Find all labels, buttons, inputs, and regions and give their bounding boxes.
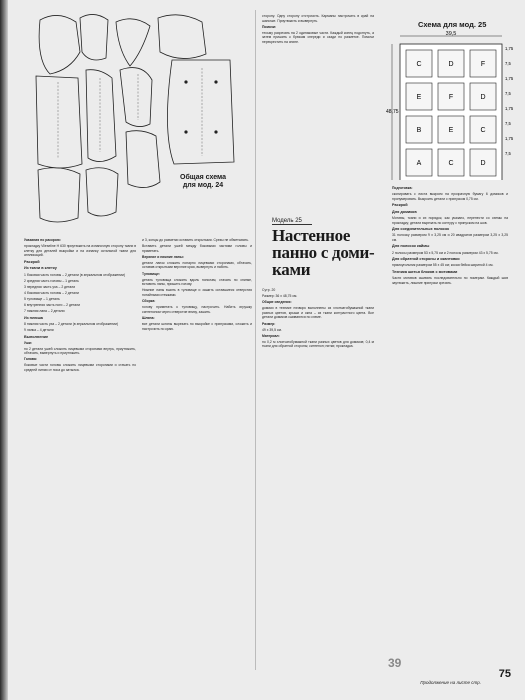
magazine-sidebar-number: 39 — [388, 656, 402, 670]
paragraph: боковые части головы сложить лицевыми сторонами и стачать по средней линии от носа до затылка. — [24, 363, 136, 373]
paragraph: Нижние лапы вшить в туловище и зашить оставшиеся отверстия потайными стежками. — [142, 288, 252, 297]
grid-cell-label: F — [448, 94, 454, 101]
bold-lead: Материал: — [262, 333, 280, 338]
side-dim-label: 1,75 — [505, 76, 514, 81]
section-heading: Для полосок каймы — [392, 244, 430, 249]
page-binding-shadow — [0, 0, 8, 700]
pattern-pieces-svg — [30, 12, 240, 234]
text-column-3-bottom — [262, 288, 374, 351]
paragraph: 8 нижняя часть уха – 2 детали (в зеркальном отображении) — [24, 321, 119, 326]
paragraph: 49 х 39,5 см. — [262, 327, 282, 332]
bold-lead: Шляпа: — [142, 315, 155, 320]
pattern-diagram-model-24 — [30, 12, 240, 234]
grid-cell-label: C — [416, 61, 422, 68]
pattern-piece-lower — [120, 68, 152, 127]
paragraph: скопировать с листа выкроек на прозрачную бумагу 6 домиков и пронумеровать. Выкроить детали с припуском 0,75 см. — [392, 192, 508, 201]
pattern-piece-arm — [38, 168, 80, 222]
schema-caption: Общая схема для мод. 24 — [180, 174, 226, 189]
pattern-piece-head — [158, 15, 206, 59]
model-tag: Модель 25 — [272, 218, 312, 225]
side-dim-label: 7,5 — [505, 91, 511, 96]
paragraph: Мотивы, ткани и их порядок, как указано, перенести со схемы на прокладку; детали вырезать по контуру с припуском на шов. — [392, 215, 508, 225]
text-column-2 — [142, 238, 252, 333]
section-heading: Из ткани в клетку — [24, 266, 57, 271]
bold-lead: Сборка: — [142, 299, 156, 304]
top-dim-label: 39,5 — [445, 31, 457, 37]
model-25-title-block — [272, 218, 392, 278]
paragraph: все детали шляпы вырезать по выкройке с припусками, сложить и настрочить по краю. — [142, 321, 252, 331]
paragraph: Вставить детали ушей между боковыми частями головы и приметать. — [142, 244, 252, 253]
section-heading: Техника шитья блоков с мотивами — [392, 269, 458, 274]
paragraph: прямоугольник размером 55 х 45 см; косая бейка шириной 4 см. — [392, 263, 494, 268]
bold-lead: Помочи: — [262, 24, 277, 29]
text-column-1 — [24, 238, 136, 374]
page-number: 75 — [498, 668, 511, 680]
bold-lead: Уши: — [24, 340, 33, 345]
column-divider — [255, 10, 256, 670]
pattern-piece-ear — [116, 19, 150, 66]
section-heading: Для обратной стороны и окантовки — [392, 257, 460, 262]
grid-cell-label: C — [480, 127, 486, 134]
bold-lead: Верхние и нижние лапы: — [142, 254, 184, 259]
section-heading: Выполнение — [24, 334, 49, 339]
section-heading: Для соединительных полосок — [392, 227, 450, 232]
paragraph: тесьму разрезать на 2 одинаковые части. Каждый конец подогнуть, а затем пришить к брюкам спереди и сзади по разметке. Помочи перекрестить на спине. — [262, 30, 374, 44]
paragraph: 2 полосы размером 53 х 5,75 см и 2 полосы размером 43 х 5,75 см. — [392, 250, 499, 255]
paragraph: деталь туловища сложить вдоль пополам, стачать по спинке, вставить лапы, пришить голову. — [142, 277, 252, 287]
paragraph: по 2 детали ушей сложить лицевыми сторонами внутрь, приутюжить, обтачать, вывернуть и приутюжить. — [24, 346, 136, 356]
paragraph: 7 нижняя лапа – 2 детали — [24, 309, 65, 314]
grid-schema-model-25 — [386, 30, 518, 180]
paragraph: 2 средняя часть головы – 1 деталь — [24, 278, 79, 283]
continuation-footer: Продолжение на листе стр. — [420, 680, 481, 685]
paragraph: 5 туловище – 1 деталь — [24, 296, 60, 301]
paragraph: детали лапок сложить попарно лицевыми сторонами, обтачать, оставив открытыми верхние края, вывернуть и набить. — [142, 260, 252, 270]
bold-lead: Голова: — [24, 357, 37, 362]
article-title: Настенное панно с доми-ками — [272, 226, 375, 279]
side-dim-label: 7,5 — [505, 61, 511, 66]
paragraph: Сутр. 20 — [262, 288, 276, 292]
pattern-piece-boot — [126, 131, 160, 188]
grid-cell-label: B — [416, 127, 422, 134]
bold-lead: Подготовка: — [392, 186, 413, 190]
bold-lead: Общие сведения: — [262, 300, 292, 305]
paragraph: домики в технике пэчворк выполнены из хлопчатобумажной ткани разных цветов, крыши и окна – из ткани контрастного цвета. Все детали домиков сшиваются по схеме. — [262, 306, 374, 320]
paragraph: 6 внутренняя часть ноги – 2 детали — [24, 303, 80, 308]
pattern-piece-leg — [86, 70, 116, 162]
paragraph: голову приметать к туловищу, настрочить. Набить игрушку синтепоном через отверстие внизу, зашить. — [142, 305, 252, 314]
side-dim-label: 1,75 — [505, 106, 514, 111]
side-dim-label: 7,5 — [505, 121, 511, 126]
grid-cell-label: D — [480, 94, 486, 101]
side-dim-label: 1,75 — [505, 136, 514, 141]
paragraph: 3 передняя часть уха – 2 детали — [24, 284, 76, 289]
paragraph: сторону. Одну сторону отстрочить. Карманы настрочить в край на шапочке. Приутюжить и вывернуть. — [262, 14, 374, 23]
paragraph: и 3, концы до разметки оставить открытыми. Срезы не обметывать. — [142, 238, 249, 242]
paragraph: 4 боковая часть головы – 2 детали — [24, 290, 79, 295]
paragraph: Части мотивов сшивать последовательно по номерам. Каждый шов заутюжить, лишние припуски срезать. — [392, 275, 508, 285]
bold-lead: Туловище: — [142, 271, 161, 276]
pattern-piece-body-left — [36, 76, 82, 168]
text-column-4 — [392, 186, 508, 287]
side-dim-label: 1,75 — [505, 46, 514, 51]
bold-lead: Размер: — [262, 321, 276, 326]
grid-cell-label: C — [448, 160, 454, 167]
section-heading: Раскрой — [24, 259, 40, 264]
paragraph: 31 полоску размером 9 х 3,25 см и 20 квадратов размером 3,25 х 3,25 см. — [392, 233, 508, 242]
section-heading: Для домиков — [392, 209, 417, 214]
grid-schema-title: Схема для мод. 25 — [418, 20, 487, 29]
grid-cell-label: E — [416, 94, 422, 101]
paragraph: Размер: 36 х 48,75 см. — [262, 294, 298, 299]
paragraph: прокладку Vlieseline H 630 приутюжить на изнаночную сторону ткани в клетку для деталей выкройки и на изнанку остальной ткани для аппликаций. — [24, 244, 136, 258]
pattern-piece-torso — [167, 60, 234, 164]
grid-cell-label: F — [480, 61, 486, 68]
grid-cell-label: D — [448, 61, 454, 68]
pattern-piece-2 — [80, 14, 108, 60]
grid-cell-label: E — [448, 127, 454, 134]
pattern-piece-paw — [86, 168, 118, 216]
side-dim-label: 7,5 — [505, 151, 511, 156]
text-column-3-top — [262, 14, 374, 46]
grid-cell-label: A — [416, 160, 422, 167]
section-heading: Раскрой — [392, 203, 408, 208]
left-dim-label: 48,75 — [386, 109, 399, 115]
bold-lead: Указания по раскрою: — [24, 238, 61, 242]
pattern-piece-1 — [39, 15, 80, 74]
paragraph: по 0,2 м хлопчатобумажной ткани разных цветов для домиков; 0,4 м ткани для обратной стороны; синтепон; нитки; прокладка. — [262, 339, 374, 349]
paragraph: 9 лапка – 4 детали — [24, 327, 54, 332]
paragraph: 1 боковая часть головы – 2 детали (в зеркальном отображении) — [24, 272, 126, 277]
grid-cell-label: D — [480, 160, 486, 167]
section-heading: Из плюша — [24, 315, 43, 320]
